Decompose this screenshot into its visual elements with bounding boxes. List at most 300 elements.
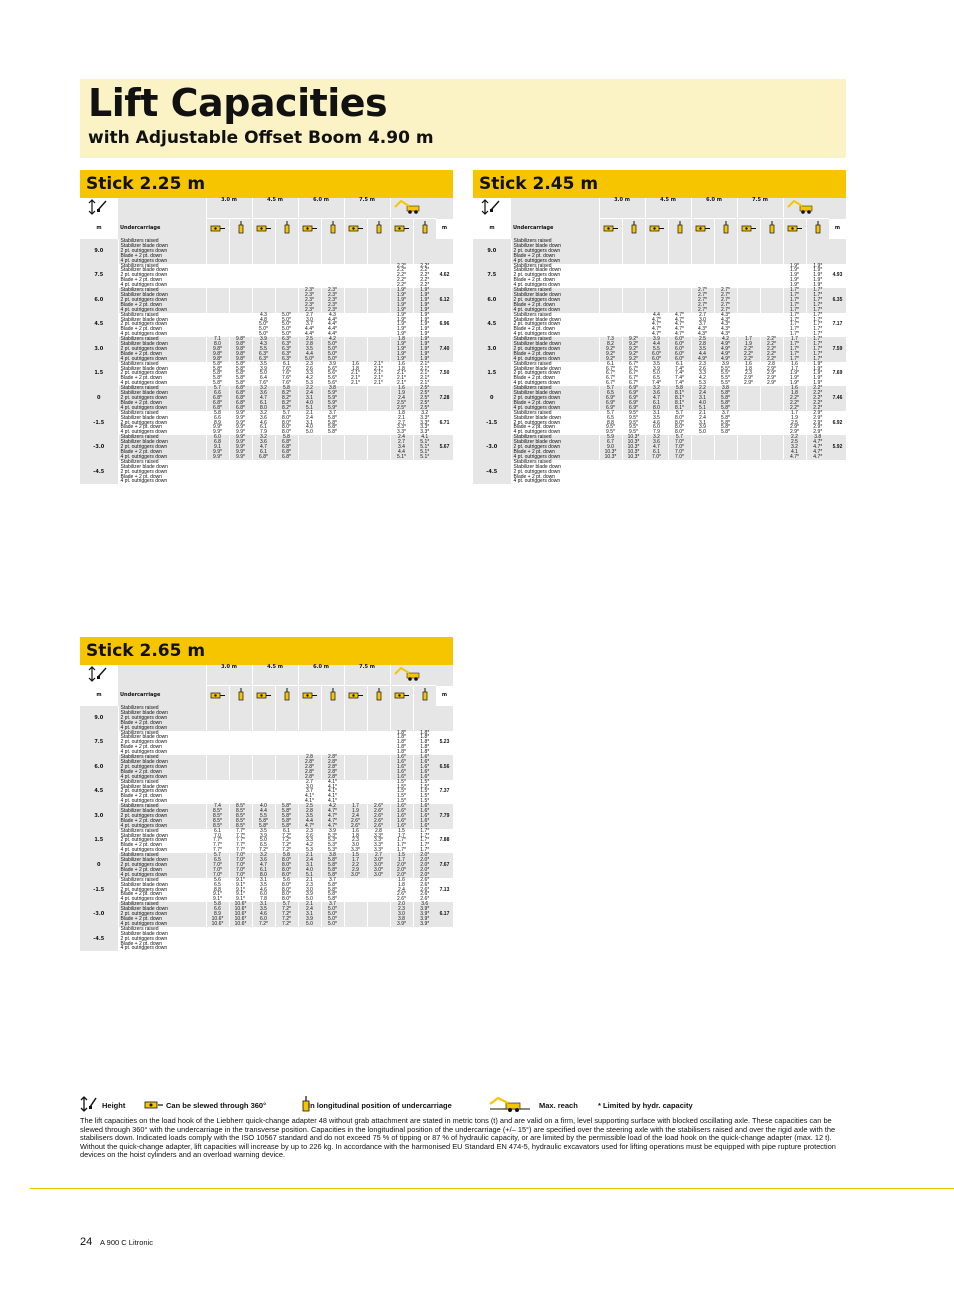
capacity-longitudinal: 3.7 5.8* 5.8* 5.8* 5.8* (321, 411, 344, 436)
capacity-longitudinal: 9.1* 9.1* 9.1* 9.1* 9.1* (229, 878, 252, 903)
condition-label: 4 pt. outriggers down (513, 478, 561, 485)
capacity-longitudinal (229, 731, 252, 756)
condition-label: Stabilizer blade down (120, 341, 169, 348)
capacity-slew (691, 460, 714, 485)
capacity-longitudinal (367, 731, 390, 756)
undercarriage-conditions (118, 313, 206, 338)
table-row (80, 853, 453, 878)
slew-column-header (390, 219, 413, 240)
row-height: -1.5 (80, 878, 118, 903)
condition-label: Blade + 2 pt. down (120, 915, 163, 922)
condition-label: Stabilizer blade down (120, 783, 169, 790)
capacity-slew (252, 927, 275, 952)
condition-label: Stabilizer blade down (513, 267, 562, 274)
row-height: 9.0 (473, 239, 511, 264)
max-reach-value: 7.46 (829, 386, 846, 411)
longitudinal-column-header (229, 686, 252, 707)
condition-label: Stabilizers raised (513, 311, 552, 318)
capacity-longitudinal (275, 706, 298, 731)
condition-label: 4 pt. outriggers down (120, 798, 168, 805)
capacity-table (473, 198, 846, 484)
undercarriage-conditions (118, 804, 206, 829)
capacity-longitudinal: 1.6* 1.6* 1.6* 1.6* 1.6* (413, 804, 436, 829)
capacity-slew: 1.6 1.9 2.4 2.5* 2.5* (390, 386, 413, 411)
capacity-longitudinal: 2.0* 2.0* 2.0* 2.0* 2.0* (413, 853, 436, 878)
radius-header: 3.0 m (206, 665, 252, 686)
legend-slew: Can be slewed through 360° (166, 1101, 267, 1110)
undercarriage-conditions (511, 362, 599, 387)
capacity-slew: 1.9* 1.9* 1.9* 1.9* 1.9* (783, 264, 806, 289)
table-row (473, 264, 846, 289)
radius-header: 7.5 m (344, 198, 390, 219)
condition-label: Stabilizer blade down (120, 734, 169, 741)
condition-label: 2 pt. outriggers down (513, 419, 561, 426)
slew-icon (741, 223, 757, 233)
capacity-slew (252, 239, 275, 264)
max-reach-header (390, 665, 436, 686)
max-reach-value: 6.35 (829, 288, 846, 313)
condition-label: Stabilizer blade down (120, 242, 169, 249)
capacity-slew: 1.6 1.8 2.4 2.6* 2.6* (390, 878, 413, 903)
capacity-slew: 2.7 3.0 3.7 4.4* 4.4* (298, 313, 321, 338)
row-height: -3.0 (473, 435, 511, 460)
condition-label: Stabilizer blade down (513, 291, 562, 298)
slew-icon (787, 223, 803, 233)
condition-label: Blade + 2 pt. down (120, 817, 163, 824)
capacity-slew (252, 731, 275, 756)
table-row (80, 313, 453, 338)
condition-label: 2 pt. outriggers down (120, 345, 168, 352)
table-row (80, 878, 453, 903)
condition-label: Blade + 2 pt. down (120, 375, 163, 382)
capacity-slew: 1.7 1.9 2.5 2.9* 2.9* (783, 411, 806, 436)
capacity-longitudinal (760, 264, 783, 289)
undercarriage-label: Undercarriage (118, 219, 206, 240)
longitudinal-column-header (321, 686, 344, 707)
undercarriage-conditions (511, 337, 599, 362)
condition-label: Stabilizers raised (120, 876, 159, 883)
height-icon (481, 198, 503, 216)
capacity-slew: 3.2 3.6 4.7 6.1 6.8* (252, 435, 275, 460)
table-row (80, 264, 453, 289)
max-reach-value: 7.13 (436, 878, 453, 903)
undercarriage-conditions (511, 411, 599, 436)
capacity-slew (645, 264, 668, 289)
row-height: -3.0 (80, 902, 118, 927)
condition-label: Stabilizers raised (513, 385, 552, 392)
row-height: -4.5 (80, 460, 118, 485)
m-label: m (96, 692, 102, 699)
capacity-slew (298, 706, 321, 731)
max-reach-value: 6.56 (436, 755, 453, 780)
undercarriage-conditions (118, 927, 206, 952)
capacity-slew: 1.8 1.9* 1.9* 1.9* 1.9* (390, 337, 413, 362)
capacity-longitudinal: 1.9* 1.9* 1.9* 1.9* 1.9* (413, 288, 436, 313)
condition-label: 2 pt. outriggers down (120, 370, 168, 377)
capacity-longitudinal (229, 264, 252, 289)
condition-label: Stabilizers raised (120, 385, 159, 392)
capacity-slew: 2.0 2.3 3.0 3.8 3.9* (390, 902, 413, 927)
undercarriage-conditions (511, 435, 599, 460)
condition-label: Blade + 2 pt. down (120, 277, 163, 284)
slew-column-header (206, 686, 229, 707)
capacity-longitudinal: 4.1* 4.1* 4.1* 4.1* 4.1* (321, 780, 344, 805)
capacity-slew: 3.5 3.9 5.0 6.5 7.4* (645, 362, 668, 387)
capacity-longitudinal (367, 460, 390, 485)
capacity-longitudinal (275, 731, 298, 756)
condition-label: 4 pt. outriggers down (120, 453, 168, 460)
condition-label: Blade + 2 pt. down (513, 326, 556, 333)
slew-column-header (206, 219, 229, 240)
capacity-table (80, 665, 453, 951)
row-height: 6.0 (473, 288, 511, 313)
condition-label: Blade + 2 pt. down (120, 866, 163, 873)
condition-label: 4 pt. outriggers down (120, 478, 168, 485)
capacity-longitudinal (367, 706, 390, 731)
capacity-slew (252, 460, 275, 485)
condition-label: Stabilizers raised (120, 925, 159, 932)
capacity-slew: 1.7 1.9 2.2* 2.2* 2.2* (737, 337, 760, 362)
max-reach-value: 7.59 (829, 337, 846, 362)
capacity-slew: 3.2 3.6 4.7 6.1 8.0 (252, 386, 275, 411)
height-icon (88, 665, 110, 683)
capacity-slew: 1.9* 1.9* 1.9* 1.9* 1.9* (390, 313, 413, 338)
capacity-slew: 1.6* 1.6* 1.6* 1.6* 1.6* (390, 804, 413, 829)
capacity-slew: 2.1 2.3 3.0 3.9 5.0 (298, 878, 321, 903)
condition-label: 2 pt. outriggers down (120, 395, 168, 401)
undercarriage-conditions (511, 313, 599, 338)
table-row (473, 362, 846, 387)
table-row (80, 411, 453, 436)
capacity-slew (390, 460, 413, 485)
capacity-longitudinal (367, 411, 390, 436)
capacity-slew (298, 435, 321, 460)
capacity-longitudinal (229, 460, 252, 485)
condition-label: Stabilizer blade down (513, 414, 562, 421)
capacity-slew: 1.6 1.8 2.2* 2.2* 2.2* (783, 386, 806, 411)
longitudinal-icon (237, 221, 245, 235)
table-row (473, 460, 846, 485)
condition-label: Stabilizer blade down (513, 341, 562, 348)
condition-label: Blade + 2 pt. down (513, 375, 556, 382)
capacity-slew (206, 780, 229, 805)
capacity-longitudinal: 2.2* 2.2* 2.2* 2.2* 2.2* (806, 386, 829, 411)
capacity-longitudinal (275, 288, 298, 313)
condition-label: Stabilizer blade down (513, 242, 562, 249)
capacity-longitudinal: 4.7* 4.7* 4.7* 4.7* 4.7* (668, 313, 691, 338)
condition-label: Stabilizer blade down (120, 291, 169, 298)
condition-label: 4 pt. outriggers down (513, 453, 561, 460)
capacity-slew: 3.9 4.4 5.5 6.0* 6.0* (645, 337, 668, 362)
condition-label: Blade + 2 pt. down (513, 448, 556, 455)
row-height: 0 (80, 853, 118, 878)
capacity-longitudinal: 3.8 5.9* 5.9* 5.9* 5.9* (321, 386, 344, 411)
capacity-slew: 3.2 3.6 4.7 6.1 8.0 (645, 386, 668, 411)
capacity-slew (737, 288, 760, 313)
capacity-slew (206, 313, 229, 338)
condition-label: Stabilizers raised (513, 238, 552, 244)
capacity-longitudinal (622, 264, 645, 289)
max-reach-value: 7.28 (436, 386, 453, 411)
condition-label: Stabilizers raised (120, 434, 159, 441)
capacity-slew (390, 239, 413, 264)
capacity-slew: 2.1 2.4 3.1 3.9 5.0 (298, 902, 321, 927)
capacity-longitudinal (229, 239, 252, 264)
condition-label: Stabilizer blade down (513, 463, 562, 470)
max-reach-value: 5.92 (829, 435, 846, 460)
max-reach-value (436, 460, 453, 485)
condition-label: Stabilizers raised (513, 434, 552, 441)
capacity-slew (298, 927, 321, 952)
condition-label: 4 pt. outriggers down (120, 257, 168, 264)
condition-label: Stabilizer blade down (120, 881, 169, 888)
capacity-slew (691, 435, 714, 460)
condition-label: Blade + 2 pt. down (513, 473, 556, 480)
capacity-longitudinal: 1.9* 1.9* 1.9* 1.9* 1.9* (413, 337, 436, 362)
radius-header: 4.5 m (252, 198, 298, 219)
longitudinal-icon (283, 688, 291, 702)
condition-label: Stabilizer blade down (120, 316, 169, 323)
table-row (473, 239, 846, 264)
capacity-longitudinal: 6.1 7.6* 7.6* 7.6* 7.6* (275, 362, 298, 387)
capacity-slew (252, 288, 275, 313)
max-reach-value: 7.50 (436, 362, 453, 387)
capacity-longitudinal (229, 927, 252, 952)
condition-label: Blade + 2 pt. down (513, 424, 556, 431)
legend-max-reach: Max. reach (539, 1101, 578, 1110)
row-height: 0 (473, 386, 511, 411)
capacity-slew: 5.7 6.6 6.8* 6.8* 6.8* (206, 386, 229, 411)
condition-label: 2 pt. outriggers down (120, 935, 168, 942)
slew-column-header (298, 686, 321, 707)
table-row (80, 435, 453, 460)
capacity-longitudinal: 9.9* 9.9* 9.9* 9.9* 9.9* (229, 411, 252, 436)
capacity-longitudinal: 8.5* 8.5* 8.5* 8.5* 8.5* (229, 804, 252, 829)
header-spacer (436, 198, 453, 219)
slew-column-header (252, 686, 275, 707)
capacity-longitudinal (367, 239, 390, 264)
capacity-longitudinal (806, 460, 829, 485)
capacity-longitudinal (321, 264, 344, 289)
capacity-slew (344, 337, 367, 362)
title-banner (80, 79, 846, 158)
model-name: A 900 C Litronic (100, 1238, 153, 1247)
capacity-longitudinal: 4.3 4.4* 4.4* 4.4* 4.4* (321, 313, 344, 338)
undercarriage-label: Undercarriage (511, 219, 599, 240)
capacity-longitudinal (367, 780, 390, 805)
capacity-slew: 5.7 6.5 7.0* 7.0* 7.0* (206, 853, 229, 878)
slew-column-header (599, 219, 622, 240)
capacity-slew: 3.9 4.3 5.5 6.3* 6.3* (252, 337, 275, 362)
condition-label: 2 pt. outriggers down (513, 272, 561, 279)
capacity-slew: 5.8* 5.8* 5.8* 5.8* 5.8* (206, 362, 229, 387)
condition-label: Stabilizer blade down (513, 365, 562, 372)
capacity-longitudinal (367, 313, 390, 338)
header-spacer (829, 198, 846, 219)
row-height: 4.5 (473, 313, 511, 338)
slew-column-header (390, 686, 413, 707)
capacity-longitudinal: 2.7 3.0* 3.0* 3.0* 3.0* (367, 853, 390, 878)
capacity-longitudinal: 5.8* 5.8* 5.8* 5.8* 5.8* (229, 362, 252, 387)
capacity-slew: 4.4 4.7* 4.7* 4.7* 4.7* (645, 313, 668, 338)
longitudinal-column-header (367, 686, 390, 707)
m-label: m (96, 225, 102, 232)
undercarriage-conditions (118, 239, 206, 264)
row-height: 1.5 (473, 362, 511, 387)
condition-label: Stabilizers raised (120, 409, 159, 416)
row-height: 1.5 (80, 362, 118, 387)
capacity-longitudinal: 9.8* 9.8* 9.8* 9.8* 9.8* (229, 337, 252, 362)
capacity-longitudinal: 3.8 4.7* 4.7* 4.7* 4.7* (806, 435, 829, 460)
capacity-longitudinal (668, 288, 691, 313)
capacity-slew: 4.0 4.4 5.5 5.8* 5.8* (252, 804, 275, 829)
capacity-slew (252, 264, 275, 289)
capacity-longitudinal: 6.0* 6.0* 6.0* 6.0* 6.0* (668, 337, 691, 362)
capacity-slew: 2.2* 2.2* 2.2* 2.2* 2.2* (390, 264, 413, 289)
condition-label: Stabilizer blade down (120, 365, 169, 372)
undercarriage-conditions (118, 337, 206, 362)
condition-label: Blade + 2 pt. down (120, 301, 163, 308)
undercarriage-conditions (118, 362, 206, 387)
capacity-longitudinal: 3.9 5.5* 5.5* 5.5* 5.5* (714, 362, 737, 387)
condition-label: Stabilizers raised (513, 336, 552, 343)
condition-label: Blade + 2 pt. down (513, 252, 556, 259)
condition-label: Stabilizer blade down (120, 414, 169, 421)
undercarriage-conditions (511, 386, 599, 411)
capacity-slew: 2.5 2.8 3.5 4.4 5.0* (298, 337, 321, 362)
row-height: -4.5 (80, 927, 118, 952)
max-m-label: m (834, 225, 841, 232)
capacity-longitudinal: 7.7* 7.7* 7.7* 7.7* 7.7* (229, 829, 252, 854)
condition-label: Stabilizers raised (120, 287, 159, 294)
condition-label: Stabilizer blade down (513, 439, 562, 446)
capacity-longitudinal: 7.0* 7.0* 7.0* 7.0* 7.0* (229, 853, 252, 878)
condition-label: 4 pt. outriggers down (120, 404, 168, 411)
capacity-slew (737, 313, 760, 338)
radius-header: 4.5 m (252, 665, 298, 686)
condition-label: 4 pt. outriggers down (120, 847, 168, 854)
condition-label: 2 pt. outriggers down (120, 247, 168, 254)
capacity-slew: 6.1 6.7* 6.7* 6.7* 6.7* (599, 362, 622, 387)
capacity-longitudinal (229, 755, 252, 780)
capacity-longitudinal: 9.2* 9.2* 9.2* 9.2* 9.2* (622, 337, 645, 362)
capacity-slew: 6.0 6.8 9.1 9.9* 9.9* (206, 435, 229, 460)
table-row (80, 362, 453, 387)
table-row (80, 804, 453, 829)
longitudinal-column-header (275, 219, 298, 240)
capacity-longitudinal: 9.5* 9.5* 9.5* 9.5* 9.5* (622, 411, 645, 436)
condition-label: Stabilizers raised (120, 336, 159, 343)
condition-label: Blade + 2 pt. down (513, 399, 556, 406)
condition-label: Stabilizers raised (120, 754, 159, 761)
capacity-slew: 1.6* 1.6* 1.6* 1.6* 1.6* (390, 755, 413, 780)
capacity-longitudinal (760, 239, 783, 264)
capacity-longitudinal: 3.2 3.3* 3.3* 3.3* 3.3* (413, 411, 436, 436)
capacity-longitudinal: 3.9 5.3* 5.3* 5.3* 5.3* (321, 829, 344, 854)
condition-label: Stabilizers raised (120, 827, 159, 834)
condition-label: Stabilizer blade down (120, 390, 169, 397)
capacity-slew (599, 264, 622, 289)
capacity-longitudinal (760, 313, 783, 338)
row-height: 9.0 (80, 239, 118, 264)
table-row (473, 411, 846, 436)
capacity-longitudinal (413, 927, 436, 952)
table-row (473, 288, 846, 313)
capacity-longitudinal (413, 706, 436, 731)
capacity-slew: 1.5 1.7 2.2 2.9 3.0* (344, 853, 367, 878)
row-height: 7.5 (80, 264, 118, 289)
capacity-slew (737, 386, 760, 411)
capacity-longitudinal: 3.7 5.8* 5.8* 5.8* 5.8* (714, 411, 737, 436)
max-reach-value: 7.40 (436, 337, 453, 362)
row-height: 3.0 (473, 337, 511, 362)
condition-label: 4 pt. outriggers down (120, 306, 168, 313)
capacity-slew: 3.1 3.5 4.6 6.0 7.2* (252, 902, 275, 927)
capacity-slew: 7.4 8.5* 8.5* 8.5* 8.5* (206, 804, 229, 829)
capacity-longitudinal: 2.9* 2.9* 2.9* 2.9* 2.9* (806, 411, 829, 436)
condition-label: 2 pt. outriggers down (120, 321, 168, 328)
slew-icon (603, 223, 619, 233)
capacity-longitudinal (229, 780, 252, 805)
max-reach-icon (393, 665, 433, 683)
capacity-slew (737, 264, 760, 289)
capacity-slew (599, 313, 622, 338)
capacity-longitudinal (760, 288, 783, 313)
condition-label: 2 pt. outriggers down (120, 419, 168, 426)
row-height: 4.5 (80, 780, 118, 805)
capacity-longitudinal (714, 239, 737, 264)
condition-label: Blade + 2 pt. down (120, 252, 163, 259)
capacity-slew: 2.5 2.8 3.5 4.4 4.9* (691, 337, 714, 362)
capacity-longitudinal: 3.9 5.6* 5.6* 5.6* 5.6* (321, 362, 344, 387)
capacity-slew (206, 264, 229, 289)
condition-label: 2 pt. outriggers down (120, 444, 168, 451)
radius-header: 7.5 m (344, 665, 390, 686)
max-reach-icon (393, 198, 433, 216)
condition-label: Blade + 2 pt. down (120, 399, 163, 406)
max-reach-value: 6.12 (436, 288, 453, 313)
max-reach-value: 7.67 (436, 853, 453, 878)
capacity-longitudinal: 2.2* 2.2* 2.2* 2.2* 2.2* (413, 264, 436, 289)
table-row (80, 239, 453, 264)
capacity-slew (298, 731, 321, 756)
capacity-slew: 1.5* 1.5* 1.5* 1.5* 1.5* (390, 780, 413, 805)
undercarriage-conditions (118, 460, 206, 485)
capacity-longitudinal (367, 927, 390, 952)
header-spacer (436, 665, 453, 686)
max-m-label: m (441, 225, 448, 232)
capacity-longitudinal: 5.0* 5.0* 5.0* 5.0* 5.0* (275, 313, 298, 338)
row-height: -4.5 (473, 460, 511, 485)
max-reach-value: 6.71 (436, 411, 453, 436)
capacity-slew (344, 313, 367, 338)
longitudinal-icon (375, 688, 383, 702)
capacity-slew: 2.3 2.6 3.3 4.2 5.3 (298, 362, 321, 387)
capacity-slew: 5.7 6.5 6.9* 6.9* 6.9* (599, 386, 622, 411)
condition-label: Blade + 2 pt. down (120, 473, 163, 480)
capacity-longitudinal (367, 878, 390, 903)
capacity-slew: 1.5 1.7 2.0* 2.0* 2.0* (390, 853, 413, 878)
capacity-slew (344, 264, 367, 289)
max-m-label: m (441, 692, 448, 699)
condition-label: Blade + 2 pt. down (120, 424, 163, 431)
slew-icon (394, 690, 410, 700)
table-row (473, 435, 846, 460)
max-reach-value: 7.69 (829, 362, 846, 387)
max-reach-value: 7.37 (436, 780, 453, 805)
capacity-slew: 2.1 2.4 3.1 4.0 5.0 (298, 411, 321, 436)
slew-column-header (783, 219, 806, 240)
